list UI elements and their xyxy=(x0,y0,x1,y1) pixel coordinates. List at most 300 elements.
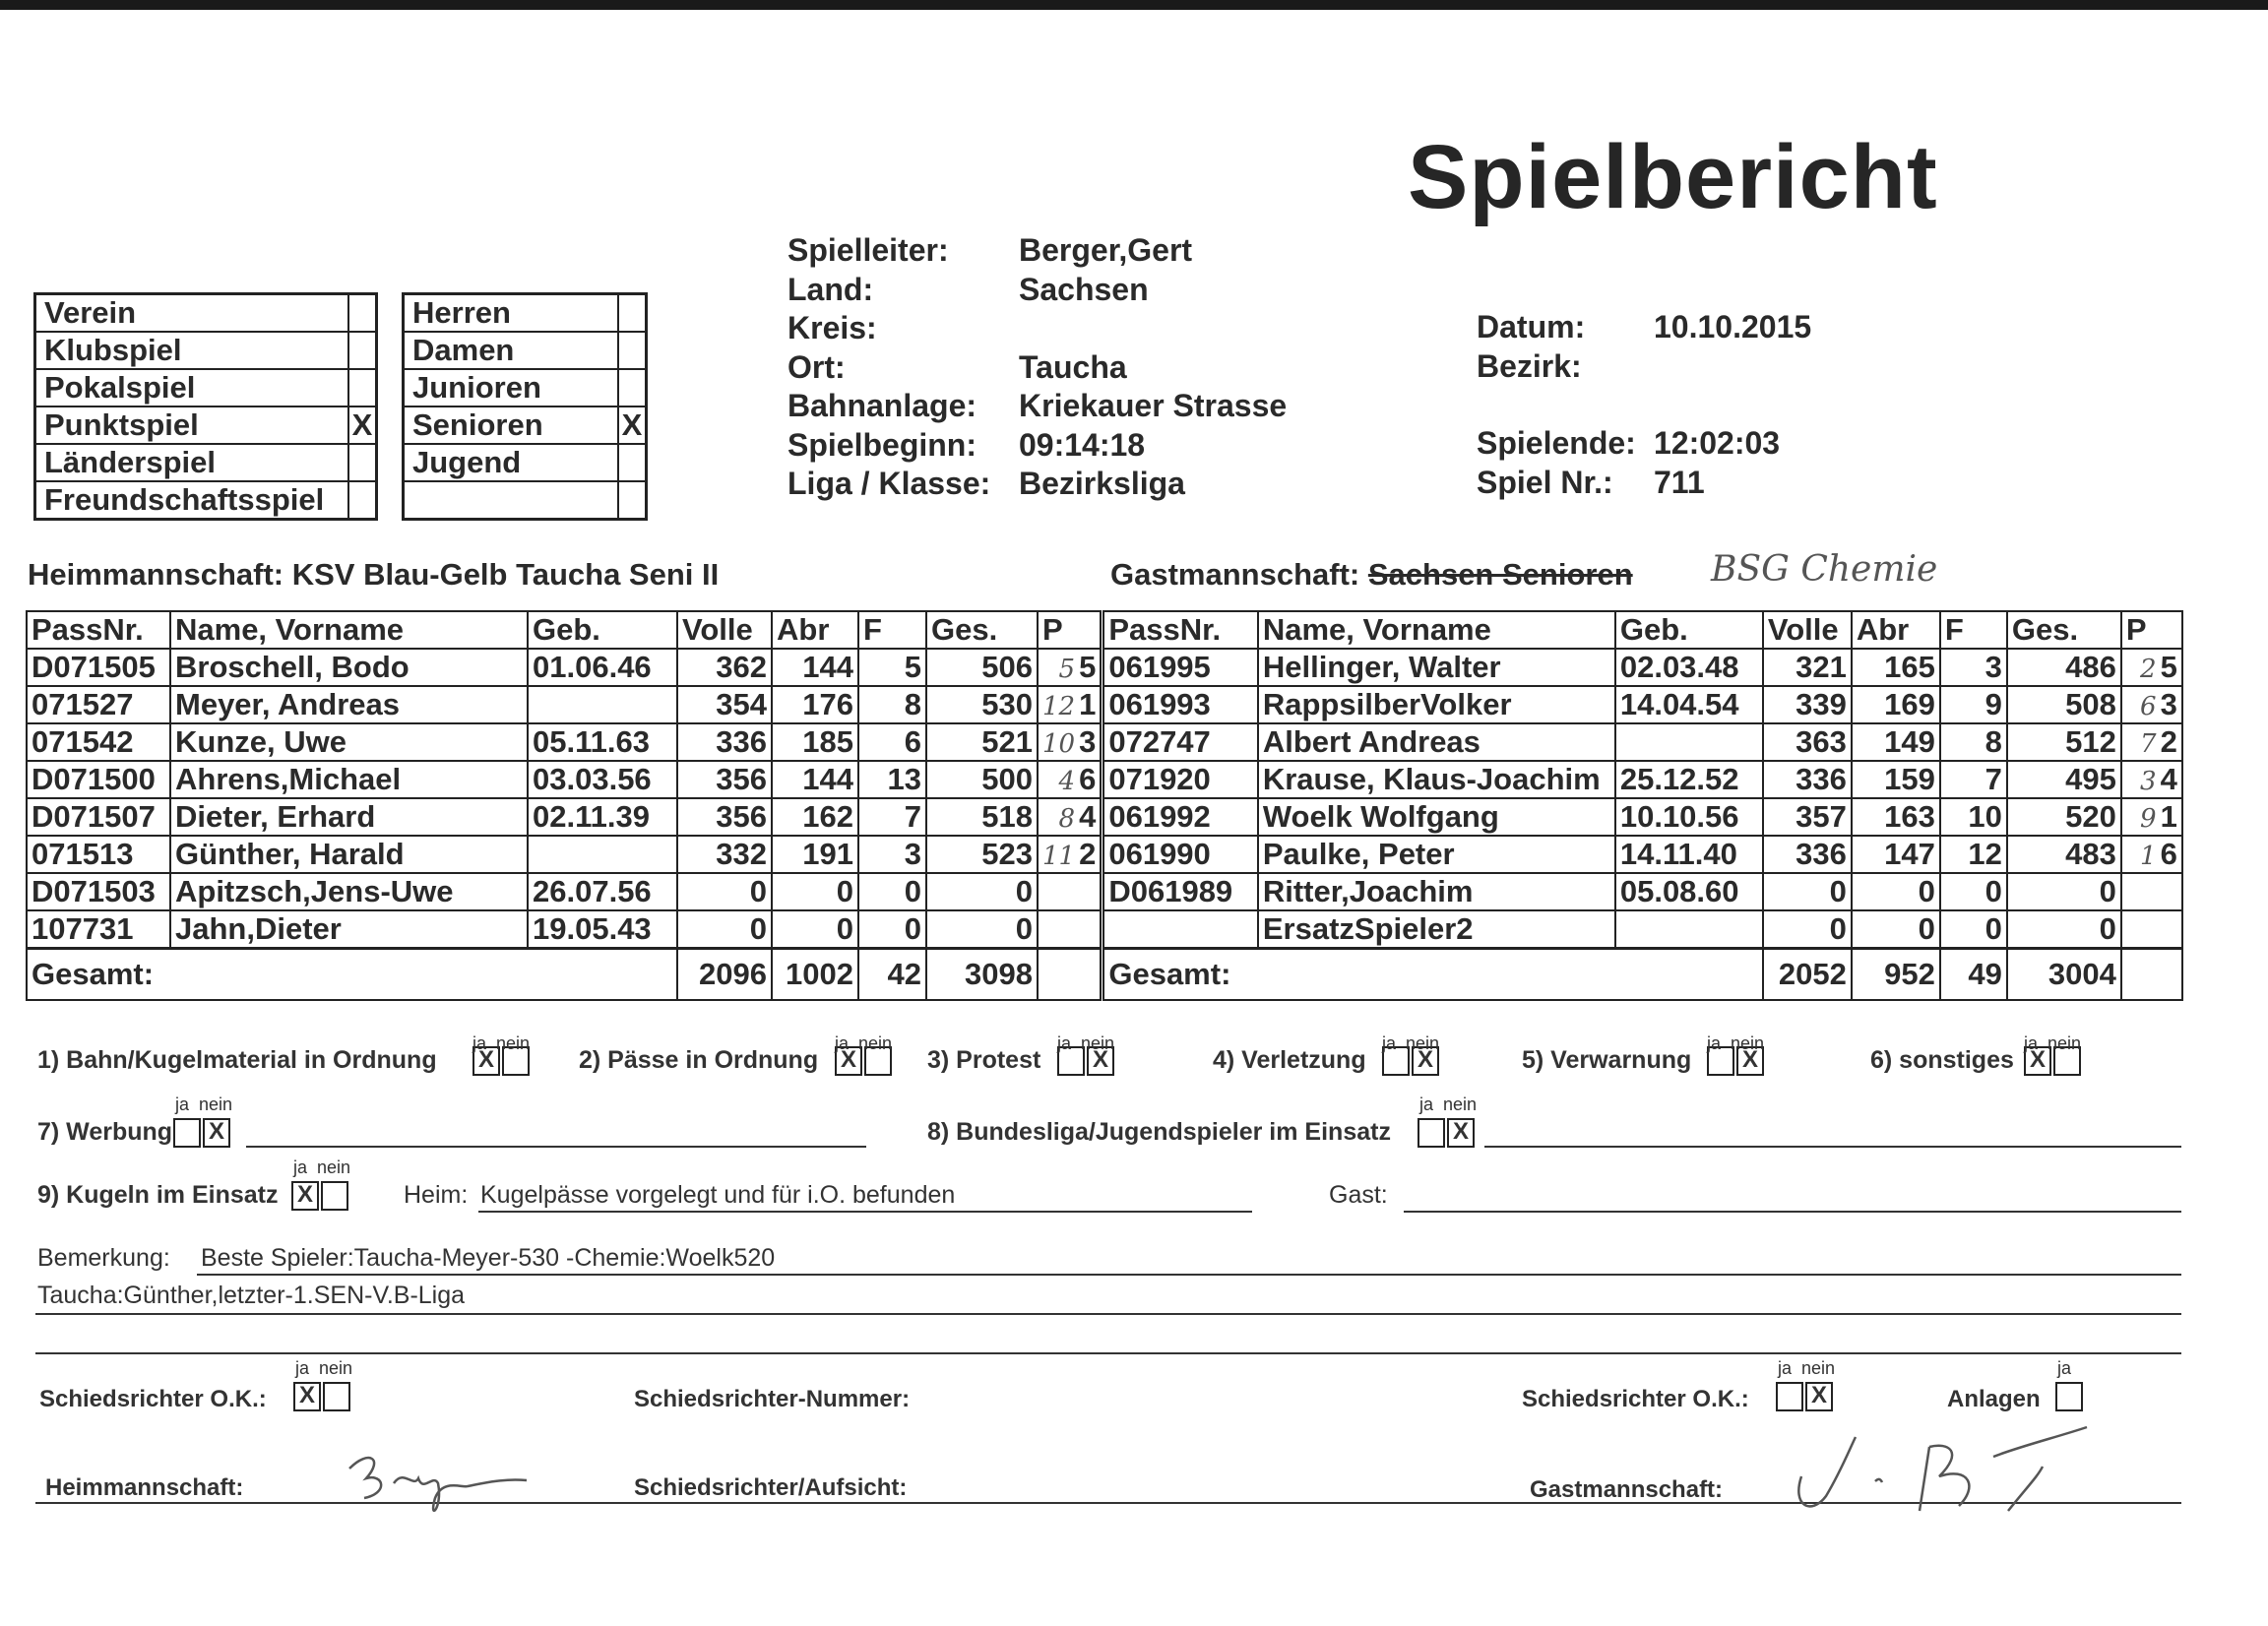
check-q2: 2) Pässe in Ordnung xyxy=(579,1046,819,1074)
home-cell: 176 xyxy=(772,686,858,723)
info-value: Bezirksliga xyxy=(1019,466,1185,501)
bezirk-label: Bezirk: xyxy=(1477,348,1582,384)
datum-value: 10.10.2015 xyxy=(1654,309,1812,344)
table-row xyxy=(27,649,2182,686)
table-row xyxy=(27,873,2182,910)
home-cell: 13 xyxy=(858,761,926,798)
check-q9: 9) Kugeln im Einsatz xyxy=(37,1181,279,1209)
guest-cell: 061995 xyxy=(1102,649,1258,686)
column-header: Abr xyxy=(1852,611,1940,649)
guest-cell: 321 xyxy=(1763,649,1852,686)
home-rank-handwritten: 5 xyxy=(1058,655,1076,684)
q4-nein-box[interactable]: X xyxy=(1412,1046,1439,1076)
category-row xyxy=(404,406,647,444)
home-cell xyxy=(1038,873,1102,910)
guest-cell: 169 xyxy=(1852,686,1940,723)
guest-cell: 7 xyxy=(1940,761,2007,798)
guest-team-handwritten: BSG Chemie xyxy=(1711,549,1938,590)
guest-cell: 339 xyxy=(1763,686,1852,723)
total-label: Gesamt: xyxy=(27,949,677,1001)
spielende-value: 12:02:03 xyxy=(1654,425,1781,461)
column-header: Name, Vorname xyxy=(170,611,528,649)
check-q8: 8) Bundesliga/Jugendspieler im Einsatz xyxy=(927,1118,1391,1146)
game-type-mark[interactable] xyxy=(348,369,377,406)
home-cell: 107731 xyxy=(27,910,170,949)
total-value: 1002 xyxy=(772,949,858,1001)
home-cell xyxy=(1038,649,1102,686)
guest-team xyxy=(1110,557,1633,593)
guest-cell: Ritter,Joachim xyxy=(1258,873,1615,910)
info-label: Kreis: xyxy=(788,310,877,345)
home-cell: Apitzsch,Jens-Uwe xyxy=(170,873,528,910)
category-row xyxy=(404,481,647,520)
guest-cell xyxy=(2121,761,2182,798)
home-cell xyxy=(1038,798,1102,836)
guest-cell: 14.11.40 xyxy=(1615,836,1763,873)
category-mark[interactable] xyxy=(618,444,647,481)
home-cell: 7 xyxy=(858,798,926,836)
guest-cell: D061989 xyxy=(1102,873,1258,910)
category-mark[interactable] xyxy=(618,481,647,520)
category-mark[interactable] xyxy=(618,369,647,406)
guest-cell: 0 xyxy=(1763,910,1852,949)
guest-cell: 0 xyxy=(1940,873,2007,910)
home-cell: 05.11.63 xyxy=(528,723,677,761)
sr-ok-home-ja-box[interactable]: X xyxy=(293,1382,321,1411)
home-cell xyxy=(1038,761,1102,798)
q4-ja-nein-caption: ja nein xyxy=(1382,1033,1440,1053)
sig-gast-label: Gastmannschaft: xyxy=(1530,1476,1724,1503)
q8-write-line xyxy=(1484,1146,2181,1148)
column-header: PassNr. xyxy=(1102,611,1258,649)
remarks-rule3 xyxy=(35,1352,2181,1354)
home-rank-handwritten: 12 xyxy=(1042,692,1076,721)
sig-sr-label: Schiedsrichter/Aufsicht: xyxy=(634,1474,908,1501)
total-value: 2096 xyxy=(677,949,772,1001)
sr-ok-guest-caption: ja nein xyxy=(1778,1358,1836,1378)
total-label: Gesamt: xyxy=(1102,949,1763,1001)
game-type-label: Verein xyxy=(35,294,349,333)
info-value xyxy=(1019,309,1287,348)
home-cell: 0 xyxy=(926,873,1038,910)
home-cell: 0 xyxy=(677,873,772,910)
category-mark[interactable]: X xyxy=(618,406,647,444)
guest-cell: 061993 xyxy=(1102,686,1258,723)
home-cell: D071505 xyxy=(27,649,170,686)
q3-nein-box[interactable]: X xyxy=(1087,1046,1114,1076)
total-value: 49 xyxy=(1940,949,2007,1001)
q6-ja-box[interactable]: X xyxy=(2024,1046,2051,1076)
sr-ok-guest-boxes[interactable] xyxy=(1774,1382,1833,1411)
sr-ok-guest-nein-box[interactable]: X xyxy=(1805,1382,1833,1411)
guest-cell xyxy=(2121,649,2182,686)
home-cell: 162 xyxy=(772,798,858,836)
home-cell: 01.06.46 xyxy=(528,649,677,686)
q9-ja-nein-caption: ja nein xyxy=(293,1157,351,1177)
game-type-row xyxy=(35,294,377,333)
heim-text: Kugelpässe vorgelegt und für i.O. befunden xyxy=(480,1181,956,1209)
home-cell: 530 xyxy=(926,686,1038,723)
column-header: PassNr. xyxy=(27,611,170,649)
spielnr-label: Spiel Nr.: xyxy=(1477,465,1613,500)
category-label xyxy=(404,481,619,520)
category-label: Damen xyxy=(404,332,619,369)
home-cell: 071513 xyxy=(27,836,170,873)
column-header: F xyxy=(1940,611,2007,649)
column-header: Geb. xyxy=(1615,611,1763,649)
info-label: Liga / Klasse: xyxy=(788,466,991,501)
column-header: Volle xyxy=(677,611,772,649)
q7-ja-box[interactable] xyxy=(173,1118,201,1148)
guest-team-struck: Sachsen Senioren xyxy=(1367,557,1633,592)
category-label: Herren xyxy=(404,294,619,333)
home-cell: 362 xyxy=(677,649,772,686)
remarks-label: Bemerkung: xyxy=(37,1244,170,1272)
guest-cell: Woelk Wolfgang xyxy=(1258,798,1615,836)
category-mark[interactable] xyxy=(618,332,647,369)
q8-ja-box[interactable] xyxy=(1418,1118,1445,1148)
game-type-row xyxy=(35,444,377,481)
guest-cell: 072747 xyxy=(1102,723,1258,761)
game-type-row xyxy=(35,369,377,406)
info-value: 09:14:18 xyxy=(1019,426,1146,463)
home-cell: 0 xyxy=(772,910,858,949)
q7-ja-nein-caption: ja nein xyxy=(175,1094,233,1114)
guest-cell: 483 xyxy=(2007,836,2121,873)
q7-nein-box[interactable]: X xyxy=(203,1118,230,1148)
table-row xyxy=(27,836,2182,873)
guest-points: 5 xyxy=(2160,650,2177,684)
home-cell: 144 xyxy=(772,761,858,798)
remarks-rule1 xyxy=(197,1274,2181,1276)
info-label: Bahnanlage: xyxy=(788,388,977,423)
game-type-mark[interactable] xyxy=(348,481,377,520)
table-header-row xyxy=(27,611,2182,649)
check-q5: 5) Verwarnung xyxy=(1522,1046,1692,1074)
guest-cell: Hellinger, Walter xyxy=(1258,649,1615,686)
home-cell: 0 xyxy=(677,910,772,949)
guest-cell: 0 xyxy=(1852,910,1940,949)
q9-nein-box[interactable] xyxy=(321,1181,348,1211)
q9-ja-box[interactable]: X xyxy=(291,1181,319,1211)
page-title: Spielbericht xyxy=(1408,127,1938,227)
home-cell: 356 xyxy=(677,798,772,836)
guest-cell: 0 xyxy=(1852,873,1940,910)
game-type-box xyxy=(33,292,378,521)
remarks-rule2 xyxy=(35,1313,2181,1315)
guest-points: 3 xyxy=(2160,687,2177,721)
guest-cell: 163 xyxy=(1852,798,1940,836)
home-cell: 144 xyxy=(772,649,858,686)
check-q7-boxes[interactable] xyxy=(171,1118,230,1148)
match-info-values xyxy=(1019,231,1287,504)
sr-ok-label-guest: Schiedsrichter O.K.: xyxy=(1522,1386,1749,1412)
guest-cell: 149 xyxy=(1852,723,1940,761)
spielende-label: Spielende: xyxy=(1477,425,1636,461)
home-cell: 0 xyxy=(926,910,1038,949)
column-header: Volle xyxy=(1763,611,1852,649)
home-cell: 518 xyxy=(926,798,1038,836)
guest-cell: Paulke, Peter xyxy=(1258,836,1615,873)
home-cell: 185 xyxy=(772,723,858,761)
home-cell: 500 xyxy=(926,761,1038,798)
home-rank-handwritten: 4 xyxy=(1058,767,1076,796)
guest-cell: 10.10.56 xyxy=(1615,798,1763,836)
home-cell: 071527 xyxy=(27,686,170,723)
guest-rank-handwritten: 6 xyxy=(2140,692,2157,721)
home-points: 1 xyxy=(1079,687,1097,721)
scan-edge xyxy=(0,0,2268,10)
sr-ok-home-boxes[interactable] xyxy=(291,1382,350,1411)
category-label: Junioren xyxy=(404,369,619,406)
guest-cell: RappsilberVolker xyxy=(1258,686,1615,723)
guest-cell xyxy=(2121,723,2182,761)
column-header: Ges. xyxy=(926,611,1038,649)
home-rank-handwritten: 8 xyxy=(1058,804,1076,834)
guest-cell: 061990 xyxy=(1102,836,1258,873)
q1-ja-box[interactable]: X xyxy=(472,1046,500,1076)
category-label: Jugend xyxy=(404,444,619,481)
home-cell xyxy=(1038,836,1102,873)
game-type-mark[interactable] xyxy=(348,294,377,333)
q8-ja-nein-caption: ja nein xyxy=(1419,1094,1478,1114)
total-value: 42 xyxy=(858,949,926,1001)
home-cell: 071542 xyxy=(27,723,170,761)
totals-row xyxy=(27,949,2182,1001)
q5-nein-box[interactable]: X xyxy=(1736,1046,1764,1076)
table-row xyxy=(27,798,2182,836)
q3-ja-nein-caption: ja nein xyxy=(1057,1033,1115,1053)
datum-label: Datum: xyxy=(1477,309,1586,344)
spielnr-value: 711 xyxy=(1654,465,1705,500)
guest-cell xyxy=(2121,798,2182,836)
guest-cell: 9 xyxy=(1940,686,2007,723)
check-q9-boxes[interactable] xyxy=(289,1181,348,1211)
home-points: 5 xyxy=(1079,650,1097,684)
game-type-mark[interactable] xyxy=(348,332,377,369)
q8-nein-box[interactable]: X xyxy=(1447,1118,1475,1148)
remarks-line1: Beste Spieler:Taucha-Meyer-530 -Chemie:Woelk520 xyxy=(201,1244,776,1272)
game-type-label: Klubspiel xyxy=(35,332,349,369)
guest-cell xyxy=(1615,723,1763,761)
home-cell: 3 xyxy=(858,836,926,873)
guest-cell: 147 xyxy=(1852,836,1940,873)
home-cell: Dieter, Erhard xyxy=(170,798,528,836)
home-points: 3 xyxy=(1079,724,1097,759)
check-q1: 1) Bahn/Kugelmaterial in Ordnung xyxy=(37,1046,437,1074)
category-mark[interactable] xyxy=(618,294,647,333)
home-cell: D071503 xyxy=(27,873,170,910)
anlagen-ja-box[interactable] xyxy=(2055,1382,2083,1411)
home-cell: 523 xyxy=(926,836,1038,873)
column-header: F xyxy=(858,611,926,649)
guest-cell xyxy=(1615,910,1763,949)
sr-ok-home-nein-box[interactable] xyxy=(323,1382,350,1411)
guest-cell: 165 xyxy=(1852,649,1940,686)
home-cell: 19.05.43 xyxy=(528,910,677,949)
home-cell: D071500 xyxy=(27,761,170,798)
game-type-mark[interactable] xyxy=(348,444,377,481)
info-value: Berger,Gert xyxy=(1019,232,1193,268)
guest-cell: 3 xyxy=(1940,649,2007,686)
home-cell: Günther, Harald xyxy=(170,836,528,873)
total-value: 952 xyxy=(1852,949,1940,1001)
column-header: Abr xyxy=(772,611,858,649)
home-signature-mark xyxy=(345,1439,532,1528)
home-cell: 0 xyxy=(858,910,926,949)
anlagen-label: Anlagen xyxy=(1947,1386,2041,1412)
total-value: 3098 xyxy=(926,949,1038,1001)
home-cell: 26.07.56 xyxy=(528,873,677,910)
home-cell xyxy=(528,836,677,873)
guest-points: 6 xyxy=(2160,837,2177,871)
category-row xyxy=(404,444,647,481)
sr-ok-guest-ja-box[interactable] xyxy=(1776,1382,1803,1411)
guest-cell: 12 xyxy=(1940,836,2007,873)
home-cell: 354 xyxy=(677,686,772,723)
home-cell: Broschell, Bodo xyxy=(170,649,528,686)
home-rank-handwritten: 11 xyxy=(1042,842,1076,871)
guest-cell: 061992 xyxy=(1102,798,1258,836)
home-cell: Meyer, Andreas xyxy=(170,686,528,723)
home-points: 4 xyxy=(1079,799,1097,834)
guest-rank-handwritten: 7 xyxy=(2140,729,2157,759)
anlagen-box-wrap[interactable] xyxy=(2053,1382,2083,1411)
column-header: Name, Vorname xyxy=(1258,611,1615,649)
heim-label: Heim: xyxy=(404,1181,469,1209)
guest-cell: 495 xyxy=(2007,761,2121,798)
total-points xyxy=(2121,949,2182,1001)
sr-ok-label-home: Schiedsrichter O.K.: xyxy=(39,1386,267,1412)
column-header: P xyxy=(2121,611,2182,649)
check-q7: 7) Werbung xyxy=(37,1118,173,1146)
sig-heim-label: Heimmannschaft: xyxy=(45,1474,244,1501)
guest-rank-handwritten: 1 xyxy=(2140,842,2157,871)
home-cell: Kunze, Uwe xyxy=(170,723,528,761)
guest-cell: 512 xyxy=(2007,723,2121,761)
table-row xyxy=(27,723,2182,761)
home-cell: D071507 xyxy=(27,798,170,836)
home-cell: 8 xyxy=(858,686,926,723)
guest-cell: Krause, Klaus-Joachim xyxy=(1258,761,1615,798)
guest-cell: 05.08.60 xyxy=(1615,873,1763,910)
column-header: P xyxy=(1038,611,1102,649)
game-type-row xyxy=(35,406,377,444)
q6-ja-nein-caption: ja nein xyxy=(2024,1033,2082,1053)
info-label: Ort: xyxy=(788,348,846,385)
sr-ok-home-caption: ja nein xyxy=(295,1358,353,1378)
guest-cell: 508 xyxy=(2007,686,2121,723)
info-value: Taucha xyxy=(1019,348,1127,385)
anlagen-caption: ja xyxy=(2057,1358,2072,1378)
total-value: 2052 xyxy=(1763,949,1852,1001)
home-cell: 336 xyxy=(677,723,772,761)
guest-points: 1 xyxy=(2160,799,2177,834)
home-cell xyxy=(1038,910,1102,949)
column-header: Geb. xyxy=(528,611,677,649)
game-type-row xyxy=(35,481,377,520)
guest-cell xyxy=(1102,910,1258,949)
check-q3: 3) Protest xyxy=(927,1046,1041,1074)
guest-rank-handwritten: 9 xyxy=(2140,804,2157,834)
guest-cell: Albert Andreas xyxy=(1258,723,1615,761)
info-value: Sachsen xyxy=(1019,271,1149,307)
home-points: 2 xyxy=(1079,837,1097,871)
total-value: 3004 xyxy=(2007,949,2121,1001)
total-points xyxy=(1038,949,1102,1001)
guest-cell: 25.12.52 xyxy=(1615,761,1763,798)
guest-cell: 0 xyxy=(1940,910,2007,949)
guest-signature-mark xyxy=(1782,1417,2107,1526)
home-cell xyxy=(528,686,677,723)
guest-cell: 0 xyxy=(2007,910,2121,949)
guest-cell xyxy=(2121,910,2182,949)
guest-cell xyxy=(2121,873,2182,910)
game-type-mark[interactable]: X xyxy=(348,406,377,444)
guest-cell xyxy=(2121,686,2182,723)
home-cell: 521 xyxy=(926,723,1038,761)
check-q6: 6) sonstiges xyxy=(1870,1046,2014,1074)
guest-cell: 336 xyxy=(1763,761,1852,798)
home-cell xyxy=(1038,723,1102,761)
column-header: Ges. xyxy=(2007,611,2121,649)
results-table xyxy=(26,610,2183,1001)
guest-cell: 0 xyxy=(1763,873,1852,910)
q7-write-line xyxy=(246,1146,866,1148)
check-q4: 4) Verletzung xyxy=(1213,1046,1366,1074)
home-cell xyxy=(1038,686,1102,723)
category-box xyxy=(402,292,648,521)
home-cell: 506 xyxy=(926,649,1038,686)
home-cell: 0 xyxy=(858,873,926,910)
info-label: Spielleiter: xyxy=(788,232,949,268)
guest-cell: 336 xyxy=(1763,836,1852,873)
match-info-labels xyxy=(788,231,990,504)
game-type-label: Punktspiel xyxy=(35,406,349,444)
check-q8-boxes[interactable] xyxy=(1416,1118,1475,1148)
home-cell: Jahn,Dieter xyxy=(170,910,528,949)
home-cell: 03.03.56 xyxy=(528,761,677,798)
category-label: Senioren xyxy=(404,406,619,444)
home-team-label: Heimmannschaft: KSV Blau-Gelb Taucha Seni II xyxy=(28,557,720,592)
guest-cell: 0 xyxy=(2007,873,2121,910)
remarks-line2: Taucha:Günther,letzter-1.SEN-V.B-Liga xyxy=(37,1282,466,1309)
home-cell: 356 xyxy=(677,761,772,798)
q2-ja-box[interactable]: X xyxy=(835,1046,862,1076)
guest-rank-handwritten: 2 xyxy=(2140,655,2157,684)
home-cell: 5 xyxy=(858,649,926,686)
home-rank-handwritten: 10 xyxy=(1042,729,1076,759)
home-cell: 02.11.39 xyxy=(528,798,677,836)
category-row xyxy=(404,332,647,369)
info-value: Kriekauer Strasse xyxy=(1019,388,1288,423)
guest-rank-handwritten: 3 xyxy=(2140,767,2157,796)
game-type-row xyxy=(35,332,377,369)
home-cell: 0 xyxy=(772,873,858,910)
sr-nummer-label: Schiedsrichter-Nummer: xyxy=(634,1386,911,1412)
game-type-label: Pokalspiel xyxy=(35,369,349,406)
game-type-label: Freundschaftsspiel xyxy=(35,481,349,520)
home-cell: 6 xyxy=(858,723,926,761)
q2-ja-nein-caption: ja nein xyxy=(835,1033,893,1053)
guest-cell: 02.03.48 xyxy=(1615,649,1763,686)
game-type-label: Länderspiel xyxy=(35,444,349,481)
table-row xyxy=(27,910,2182,949)
guest-team-label: Gastmannschaft: xyxy=(1110,557,1360,592)
category-row xyxy=(404,369,647,406)
table-row xyxy=(27,761,2182,798)
guest-cell: 159 xyxy=(1852,761,1940,798)
